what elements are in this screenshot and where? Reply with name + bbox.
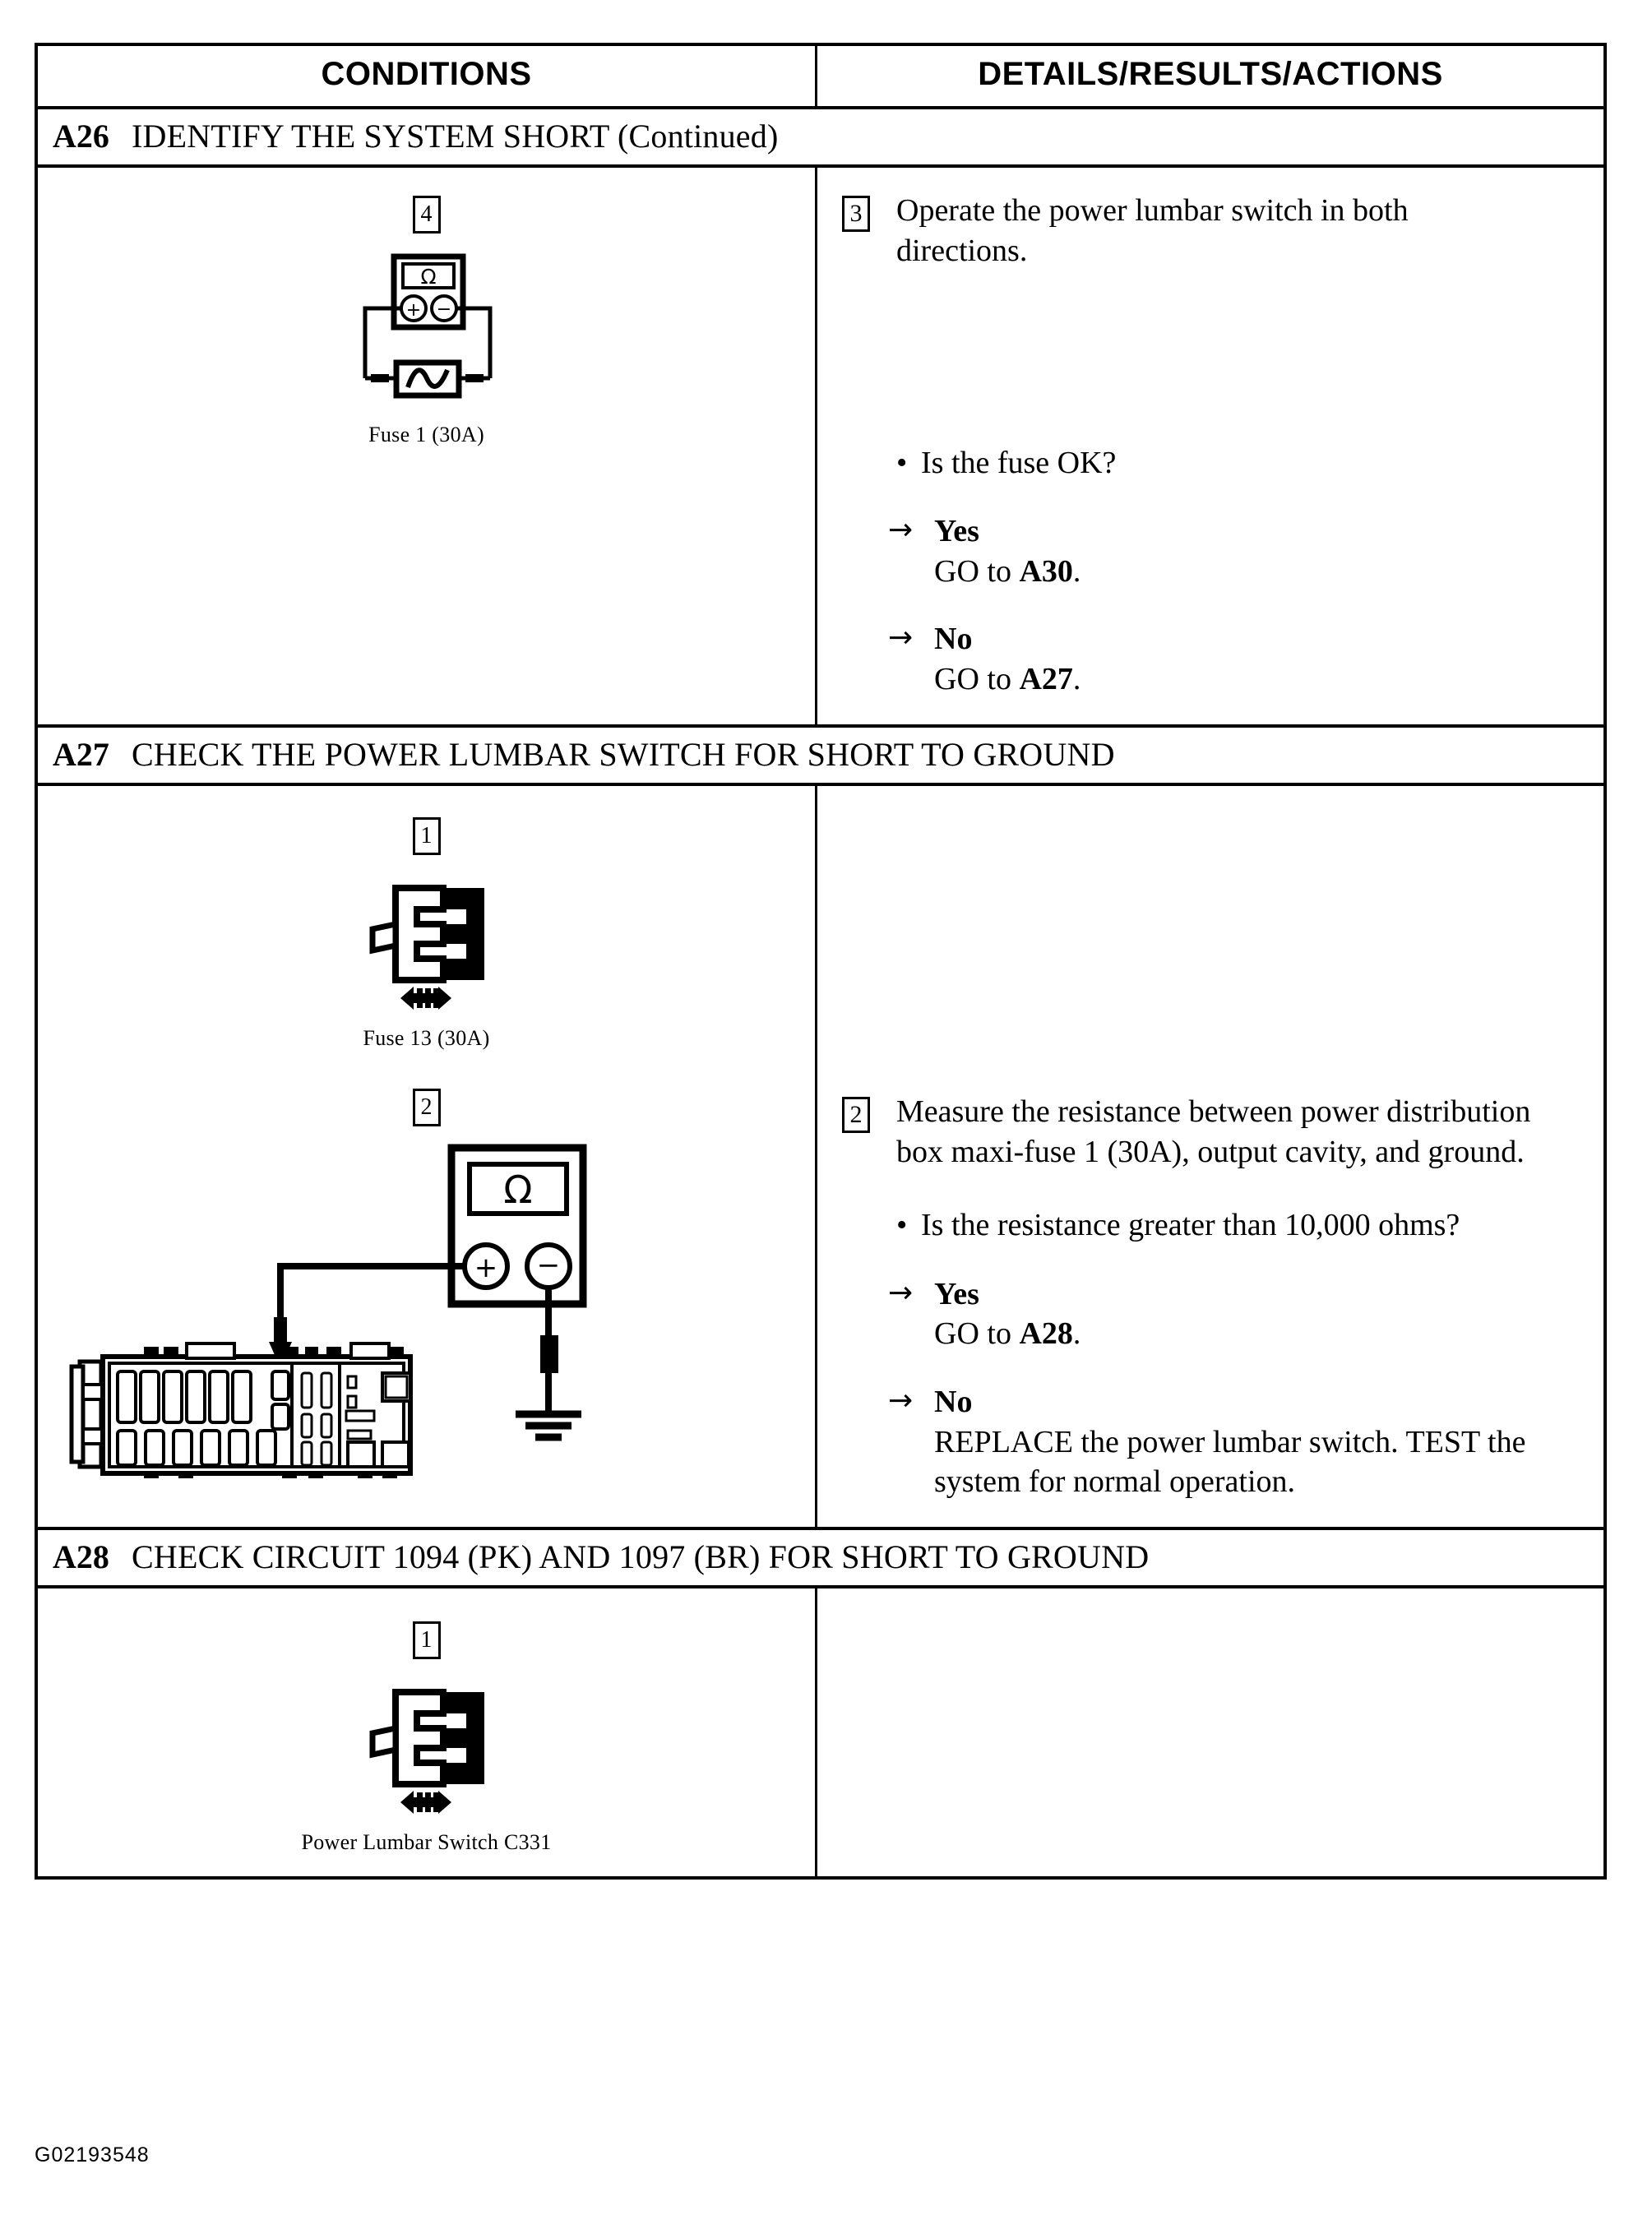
connector-disconnect-symbol <box>38 873 815 1013</box>
question-item <box>896 1205 1571 1246</box>
spacer <box>842 1354 1571 1382</box>
callout-marker: 4 <box>413 196 441 234</box>
a26-details-cell <box>817 168 1603 724</box>
section-bar-content <box>38 728 1603 783</box>
ohmmeter-fuse-svg <box>332 253 521 409</box>
section-body-a28 <box>38 1588 1603 1876</box>
a28-details-cell <box>817 1588 1603 1876</box>
answer-yes <box>888 511 1571 591</box>
section-bar-content <box>38 1530 1603 1585</box>
section-title: CHECK CIRCUIT 1094 (PK) AND 1097 (BR) FOR SHORT TO GROUND <box>132 1538 1150 1575</box>
connector-figure-a28 <box>38 1621 815 1855</box>
section-code: A27 <box>53 735 109 773</box>
step-item <box>842 191 1571 272</box>
ohmmeter-fuse-circuit <box>38 253 815 409</box>
answer-action <box>934 552 1081 592</box>
connector-figure-top <box>38 817 815 1051</box>
answer-action-prefix: GO to <box>934 1316 1020 1352</box>
table-header-row <box>38 46 1603 109</box>
a28-conditions-cell <box>38 1588 817 1876</box>
a28-details-content <box>817 1588 1603 1636</box>
svg-text:Ω: Ω <box>502 1167 533 1212</box>
svg-text:Ω: Ω <box>419 265 437 289</box>
spacer <box>842 483 1571 511</box>
answer-action-suffix: . <box>1072 662 1081 697</box>
bullet-icon: • <box>896 1208 908 1243</box>
figure-caption: Fuse 13 (30A) <box>363 1025 490 1050</box>
section-bar-a26 <box>38 109 1603 168</box>
answer-action-prefix: GO to <box>934 553 1020 589</box>
arrow-icon: → <box>888 1275 914 1310</box>
section-title: CHECK THE POWER LUMBAR SWITCH FOR SHORT TO GROUND <box>132 735 1115 773</box>
answer-action-prefix: GO to <box>934 662 1020 697</box>
connector-disconnect-svg <box>353 873 501 1013</box>
a27-details-content <box>817 786 1603 1527</box>
svg-text:+: + <box>474 1251 497 1284</box>
a27-details-cell <box>817 786 1603 1527</box>
answer-action-target: A28 <box>1019 1316 1073 1352</box>
answer-body <box>934 511 1081 591</box>
answer-no <box>888 1382 1571 1502</box>
section-code: A28 <box>53 1538 109 1575</box>
figure-caption: Power Lumbar Switch C331 <box>301 1829 552 1854</box>
step-number: 2 <box>842 1097 870 1133</box>
answer-no <box>888 619 1571 699</box>
section-bar-a28 <box>38 1530 1603 1588</box>
fuse-test-figure <box>38 196 815 447</box>
answer-action-suffix: . <box>1072 1316 1081 1352</box>
a27-conditions-cell <box>38 786 817 1527</box>
answer-yes <box>888 1274 1571 1354</box>
header-cell-details <box>817 46 1603 106</box>
step-text: Operate the power lumbar switch in both directions. <box>896 193 1409 269</box>
question-item <box>896 443 1571 483</box>
column-header-conditions: CONDITIONS <box>321 56 532 92</box>
spacer <box>842 1246 1571 1274</box>
question-text: Is the fuse OK? <box>921 445 1117 480</box>
answer-label: Yes <box>934 514 979 549</box>
bullet-icon: • <box>896 445 908 480</box>
arrow-icon: → <box>888 1384 914 1418</box>
answer-action-target: A27 <box>1019 662 1073 697</box>
svg-text:−: − <box>436 299 451 320</box>
step-item <box>842 1092 1571 1173</box>
answer-label: No <box>934 1385 973 1420</box>
svg-text:+: + <box>405 300 421 321</box>
section-body-a26 <box>38 168 1603 728</box>
question-text: Is the resistance greater than 10,000 ohms? <box>921 1208 1460 1243</box>
answer-body <box>934 619 1081 699</box>
arrow-icon: → <box>888 621 914 655</box>
spacer <box>842 277 1571 400</box>
figure-caption: Fuse 1 (30A) <box>368 423 484 446</box>
section-bar-content <box>38 109 1603 164</box>
answer-label: Yes <box>934 1276 979 1311</box>
connector-disconnect-symbol <box>38 1677 815 1817</box>
callout-marker: 1 <box>413 817 441 855</box>
spacer <box>842 400 1571 443</box>
section-body-a27 <box>38 786 1603 1530</box>
answer-action <box>934 1314 1081 1354</box>
answer-action-target: A30 <box>1019 553 1073 589</box>
pdb-measure-svg <box>65 1141 789 1478</box>
connector-disconnect-svg <box>353 1677 501 1817</box>
power-distribution-box <box>72 1343 410 1478</box>
pdb-measure-illustration <box>38 1141 815 1478</box>
step-number: 3 <box>842 196 870 232</box>
a26-details-content <box>817 168 1603 724</box>
spacer <box>842 591 1571 619</box>
answer-label: No <box>934 622 973 657</box>
section-code: A26 <box>53 118 109 155</box>
answer-action-suffix: . <box>1072 553 1081 589</box>
section-bar-a27 <box>38 728 1603 786</box>
step-text: Measure the resistance between power distribution box maxi-fuse 1 (30A), output cavity, and ground. <box>896 1094 1531 1170</box>
answer-body <box>934 1274 1081 1354</box>
diagnostic-table <box>35 43 1607 1880</box>
column-header-details: DETAILS/RESULTS/ACTIONS <box>978 56 1443 92</box>
answer-action <box>934 1422 1567 1502</box>
callout-marker: 2 <box>413 1089 441 1126</box>
answer-action-prefix: REPLACE the power lumbar switch. TEST the system for normal operation. <box>934 1424 1526 1500</box>
a26-conditions-cell <box>38 168 817 724</box>
spacer <box>842 1177 1571 1205</box>
callout-marker: 1 <box>413 1621 441 1659</box>
header-cell-conditions <box>38 46 817 106</box>
document-footer-code: G02193548 <box>35 2143 150 2166</box>
section-title: IDENTIFY THE SYSTEM SHORT (Continued) <box>132 118 779 155</box>
arrow-icon: → <box>888 513 914 548</box>
answer-body <box>934 1382 1567 1502</box>
svg-text:−: − <box>536 1248 560 1282</box>
pdb-measure-figure <box>38 1089 815 1478</box>
answer-action <box>934 659 1081 700</box>
